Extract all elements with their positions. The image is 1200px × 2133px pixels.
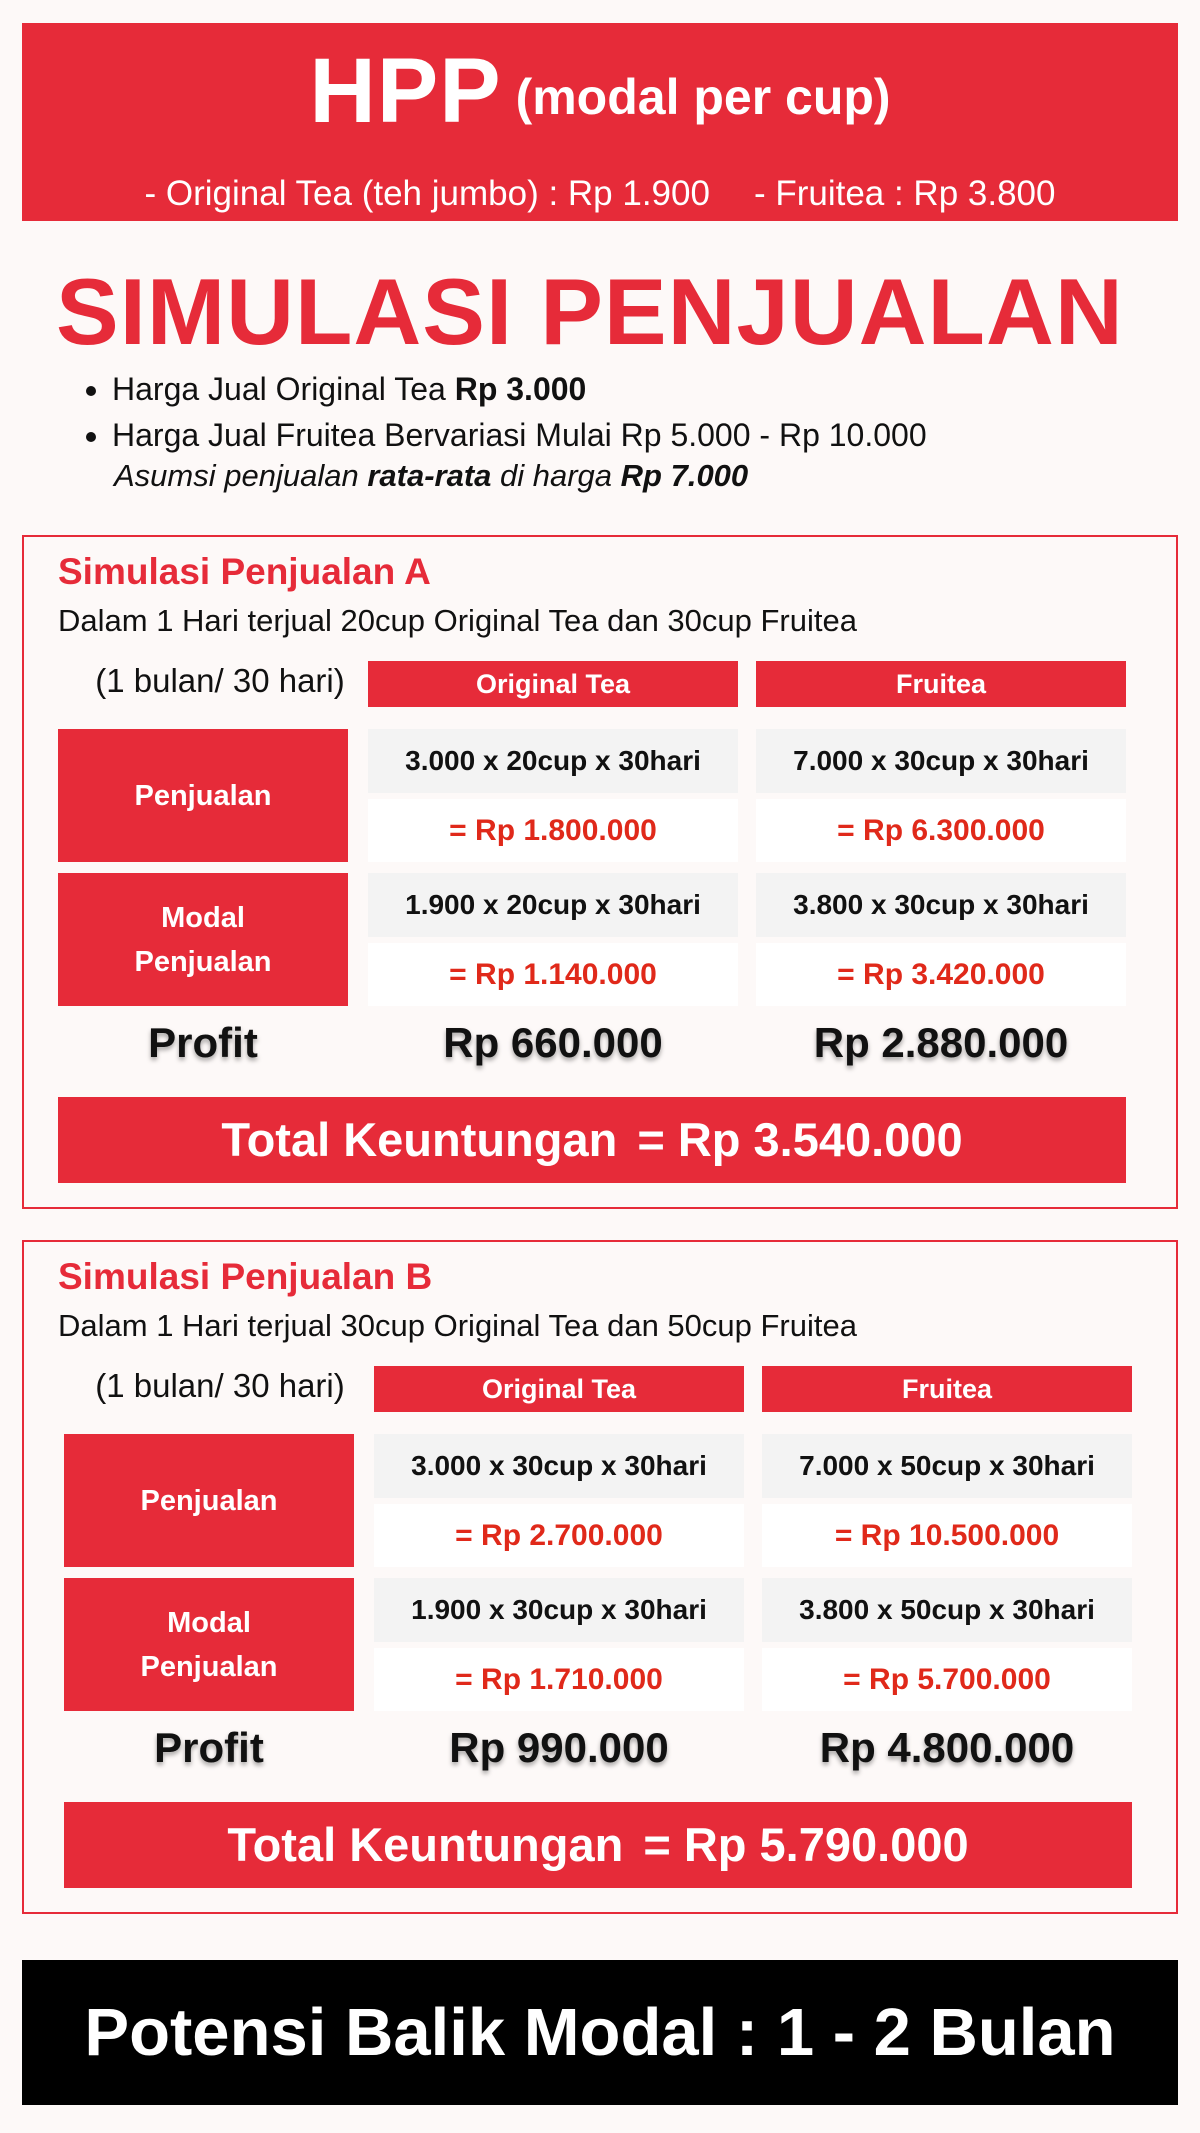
bullet2-text: Harga Jual Fruitea Bervariasi Mulai Rp 5.000 - Rp 10.000 [112, 417, 927, 453]
row1-label: Penjualan [134, 779, 272, 812]
cost-calc-original: 1.900 x 30cup x 30hari [374, 1578, 744, 1642]
col-header-original-tea: Original Tea [368, 661, 738, 707]
hpp-banner [22, 23, 1178, 221]
hpp-original-price: - Original Tea (teh jumbo) : Rp 1.900 [144, 174, 710, 213]
period-label: (1 bulan/ 30 hari) [95, 1367, 345, 1404]
row2-label-a: Modal [167, 1606, 251, 1639]
total-label: Total Keuntungan [221, 1113, 618, 1166]
total-value: = Rp 5.790.000 [643, 1818, 969, 1871]
row-header-penjualan [64, 1434, 354, 1567]
cost-calc-fruitea: 3.800 x 50cup x 30hari [762, 1578, 1132, 1642]
hpp-title: HPP [309, 40, 502, 142]
card-title: Simulasi Penjualan B [58, 1256, 433, 1297]
card-title: Simulasi Penjualan A [58, 551, 431, 592]
asumsi-a: Asumsi penjualan [114, 458, 368, 493]
sales-calc-original: 3.000 x 30cup x 30hari [374, 1434, 744, 1498]
profit-label: Profit [154, 1724, 264, 1771]
total-value: = Rp 3.540.000 [637, 1113, 963, 1166]
price-bullets [80, 366, 927, 458]
row-header-penjualan [58, 729, 348, 862]
profit-fruitea: Rp 4.800.000 [819, 1724, 1075, 1771]
row2-label-a: Modal [161, 901, 245, 934]
asumsi-note [114, 458, 748, 494]
cost-calc-fruitea: 3.800 x 30cup x 30hari [756, 873, 1126, 937]
total-label: Total Keuntungan [227, 1818, 624, 1871]
bullet-fruitea-price [112, 412, 927, 458]
cost-result-fruitea: = Rp 3.420.000 [756, 943, 1126, 1006]
hpp-prices [22, 174, 1178, 214]
sales-result-original: = Rp 2.700.000 [374, 1504, 744, 1567]
sales-result-fruitea: = Rp 6.300.000 [756, 799, 1126, 862]
row1-label: Penjualan [140, 1484, 278, 1517]
total-keuntungan-bar [64, 1802, 1132, 1888]
asumsi-b: rata-rata [367, 458, 492, 493]
profit-original: Rp 660.000 [443, 1019, 663, 1066]
col-header-fruitea: Fruitea [756, 661, 1126, 707]
cost-result-original: = Rp 1.140.000 [368, 943, 738, 1006]
row-header-modal [58, 873, 348, 1006]
simulasi-card-a [22, 535, 1178, 1209]
profit-original: Rp 990.000 [449, 1724, 669, 1771]
card-description: Dalam 1 Hari terjual 30cup Original Tea dan 50cup Fruitea [58, 1308, 857, 1343]
col-header-fruitea: Fruitea [762, 1366, 1132, 1412]
period-label: (1 bulan/ 30 hari) [95, 662, 345, 699]
sales-result-original: = Rp 1.800.000 [368, 799, 738, 862]
card-description: Dalam 1 Hari terjual 20cup Original Tea dan 30cup Fruitea [58, 603, 857, 638]
col-header-original-tea: Original Tea [374, 1366, 744, 1412]
cost-result-original: = Rp 1.710.000 [374, 1648, 744, 1711]
profit-label: Profit [148, 1019, 258, 1066]
sales-result-fruitea: = Rp 10.500.000 [762, 1504, 1132, 1567]
simulasi-heading: SIMULASI PENJUALAN [56, 259, 1124, 364]
hpp-subtitle: (modal per cup) [515, 69, 891, 125]
sales-calc-fruitea: 7.000 x 30cup x 30hari [756, 729, 1126, 793]
sales-calc-original: 3.000 x 20cup x 30hari [368, 729, 738, 793]
bullet1-text: Harga Jual Original Tea [112, 371, 455, 407]
hpp-fruitea-price: - Fruitea : Rp 3.800 [753, 174, 1056, 213]
row2-label-b: Penjualan [140, 1650, 278, 1683]
bullet1-bold: Rp 3.000 [454, 371, 587, 407]
cost-result-fruitea: = Rp 5.700.000 [762, 1648, 1132, 1711]
sales-calc-fruitea: 7.000 x 50cup x 30hari [762, 1434, 1132, 1498]
asumsi-c: di harga [491, 458, 621, 493]
row-header-modal [64, 1578, 354, 1711]
balik-modal-footer: Potensi Balik Modal : 1 - 2 Bulan [22, 1960, 1178, 2105]
bullet-original-price [112, 366, 927, 412]
total-keuntungan-bar [58, 1097, 1126, 1183]
cost-calc-original: 1.900 x 20cup x 30hari [368, 873, 738, 937]
row2-label-b: Penjualan [134, 945, 272, 978]
simulasi-card-b [22, 1240, 1178, 1914]
asumsi-d: Rp 7.000 [620, 458, 749, 493]
hpp-title-line [22, 40, 1178, 164]
profit-fruitea: Rp 2.880.000 [813, 1019, 1069, 1066]
